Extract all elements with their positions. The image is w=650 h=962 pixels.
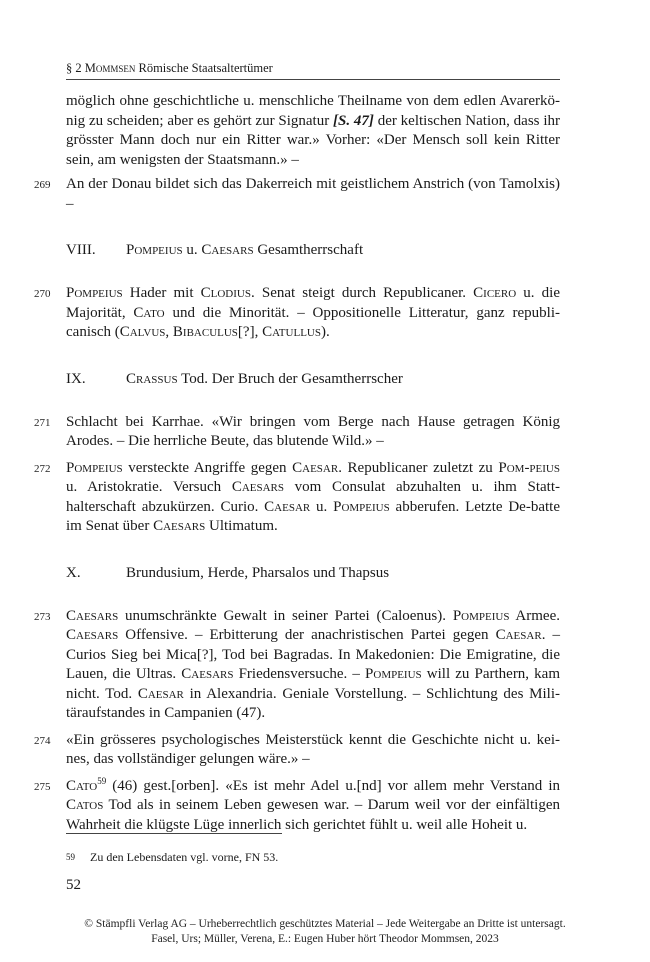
person-name: Pompeius (452, 607, 510, 624)
person-name: Pompeius (365, 666, 422, 682)
margin-number: 274 (34, 734, 51, 747)
paragraph-text: möglich ohne geschichtliche u. menschliche Theilname von dem edlen Avarerkö-nig zu scheiden; aber es gehört zur Signatur (66, 93, 560, 129)
paragraph-text: der keltischen Nation, dass ihr grösster Mann doch nur ein Ritter war.» Vorher: «Der Mensch soll kein Ritter sein, am wenigsten der Staatsmann.» – (66, 112, 560, 168)
running-head-title: Römische Staatsaltertümer (138, 61, 273, 75)
paragraph-text: u. die Majorität, (66, 285, 560, 321)
person-name: Caesars (66, 627, 119, 643)
page-number: 52 (66, 877, 81, 893)
paragraph-text: Ultimatum. (205, 518, 278, 534)
paragraph-274 (34, 731, 560, 770)
margin-number: 273 (34, 610, 51, 623)
section-text: Tod. Der Bruch der Gesamtherrscher (177, 370, 403, 387)
paragraph-text: in Alexandria. Geniale Vorstellung. – Schlichtung des Mili-täraufstandes in Campanien (47). (66, 685, 560, 721)
paragraph-text: Schlacht bei Karrhae. «Wir bringen vom Berge nach Hause getragen König Arodes. – Die herrliche Beute, das blutende Wild.» – (66, 413, 560, 449)
paragraph-273 (34, 607, 561, 724)
paragraph-text: unumschränkte Gewalt in seiner Partei (Caloenus). (118, 607, 453, 624)
paragraph-text: Hader mit (122, 285, 201, 301)
paragraph-272 (34, 459, 560, 537)
paragraph-text: (46) gest.[orben]. «Es ist mehr Adel u.[nd] vor allem mehr Verstand in (106, 777, 560, 794)
paragraph-text: [?], (237, 324, 263, 340)
copyright-line: © Stämpfli Verlag AG – Urheberrechtlich geschütztes Material – Jede Weitergabe an Dritte ist untersagt. (84, 918, 566, 930)
section-text: u. (182, 242, 202, 258)
section-heading-viii (66, 240, 560, 260)
paragraph-text: u. (310, 498, 334, 515)
margin-number: 271 (34, 416, 51, 429)
person-name: Caesar (137, 685, 184, 702)
section-numeral: IX. (66, 370, 86, 387)
paragraph-271 (34, 413, 560, 452)
section-name: Pompeius (126, 242, 183, 258)
person-name: Caesars (153, 518, 206, 534)
section-name: Crassus (126, 370, 178, 387)
person-name: Pompeius (66, 285, 123, 301)
person-name: Caesar (292, 459, 339, 476)
footnote-text: Zu den Lebensdaten vgl. vorne, FN 53. (90, 850, 279, 864)
paragraph-270 (34, 284, 560, 343)
person-name: Pom-peius (498, 459, 560, 476)
section-name: Caesars (201, 242, 254, 258)
paragraph-text: vom Consulat abzuhalten u. ihm Statt-halterschaft abzukürzen. Curio. (66, 479, 560, 515)
paragraph-text: «Ein grösseres psychologisches Meisterstück kennt die Geschichte nicht u. kei-nes, das vollständiger gelungen wäre.» – (66, 731, 560, 767)
copyright-notice (0, 917, 650, 947)
paragraph-text: , (165, 324, 173, 340)
paragraph-text: Tod als in seinem Leben gewesen war. – Darum weil vor der einfältigen Wahrheit die klügste Lüge innerlich sich gerichtet fühlt u. weil alle Hoheit u. (66, 797, 560, 833)
person-name: Caesars (231, 479, 285, 495)
person-name: Calvus (119, 324, 166, 340)
footnote-reference[interactable]: 59 (97, 775, 107, 786)
person-name: Pompeius (333, 498, 390, 515)
person-name: Cato (133, 304, 165, 321)
section-numeral: VIII. (66, 242, 96, 258)
person-name: Cicero (473, 285, 517, 301)
paragraph-text: . Senat steigt durch Republicaner. (250, 285, 474, 301)
person-name: Bibaculus (172, 324, 238, 340)
section-numeral: X. (66, 564, 81, 581)
section-heading-ix (66, 369, 560, 389)
running-head-section: § 2 (66, 61, 82, 75)
person-name: Caesars (66, 607, 119, 624)
running-head-author: Mommsen (84, 61, 136, 75)
margin-number: 269 (34, 179, 51, 191)
running-head (66, 60, 560, 80)
paragraph-text: Offensive. – Erbitterung der anachristischen Partei gegen (118, 627, 496, 643)
body-text (34, 92, 561, 842)
paragraph-text: . – Curios Sieg bei Mica[?], Tod bei Bagradas. In Makedonien: Die Emigratine, die Lauen, die Ultras. (66, 627, 561, 682)
person-name: Caesar (264, 498, 311, 515)
paragraph-text: Armee. (509, 607, 560, 624)
paragraph-text: und die Minorität. – Oppositionelle Litteratur, ganz republi-canisch ( (66, 304, 560, 340)
footnote (66, 850, 560, 865)
person-name: Caesars (181, 666, 234, 682)
section-text: Gesamtherrschaft (253, 242, 364, 258)
person-name: Caesar (495, 627, 542, 643)
section-title: Brundusium, Herde, Pharsalos und Thapsus (126, 564, 390, 581)
margin-number: 275 (34, 780, 51, 793)
citation-line: Fasel, Urs; Müller, Verena, E.: Eugen Huber hört Theodor Mommsen, 2023 (151, 933, 499, 945)
paragraph-text: versteckte Angriffe gegen (122, 459, 293, 476)
paragraph-text: abberufen. Letzte De-batte im Senat über (66, 498, 560, 534)
section-heading-x (66, 563, 560, 583)
person-name: Catos (66, 797, 104, 813)
person-name: Clodius (200, 285, 251, 301)
paragraph-275 (34, 775, 560, 836)
paragraph-continued (66, 92, 560, 170)
footnote-number: 59 (66, 852, 75, 862)
paragraph-text: u. Aristokratie. Versuch (66, 479, 232, 495)
person-name: Cato (66, 777, 98, 794)
page-signature: [S. 47] (333, 112, 374, 129)
person-name: Pompeius (66, 459, 123, 476)
paragraph-text: will zu Parthern, kam nicht. Tod. (66, 666, 560, 702)
person-name: Catullus (262, 324, 321, 340)
paragraph-text: Friedensversuche. – (233, 666, 366, 682)
paragraph-text: An der Donau bildet sich das Dakerreich mit geistlichem Anstrich (von Tamolxis) – (66, 176, 560, 212)
paragraph-269 (34, 175, 560, 214)
paragraph-text: ). (320, 324, 330, 340)
footnote-divider (66, 833, 282, 834)
paragraph-text: . Republicaner zuletzt zu (338, 459, 499, 476)
margin-number: 272 (34, 462, 51, 475)
margin-number: 270 (34, 288, 51, 300)
